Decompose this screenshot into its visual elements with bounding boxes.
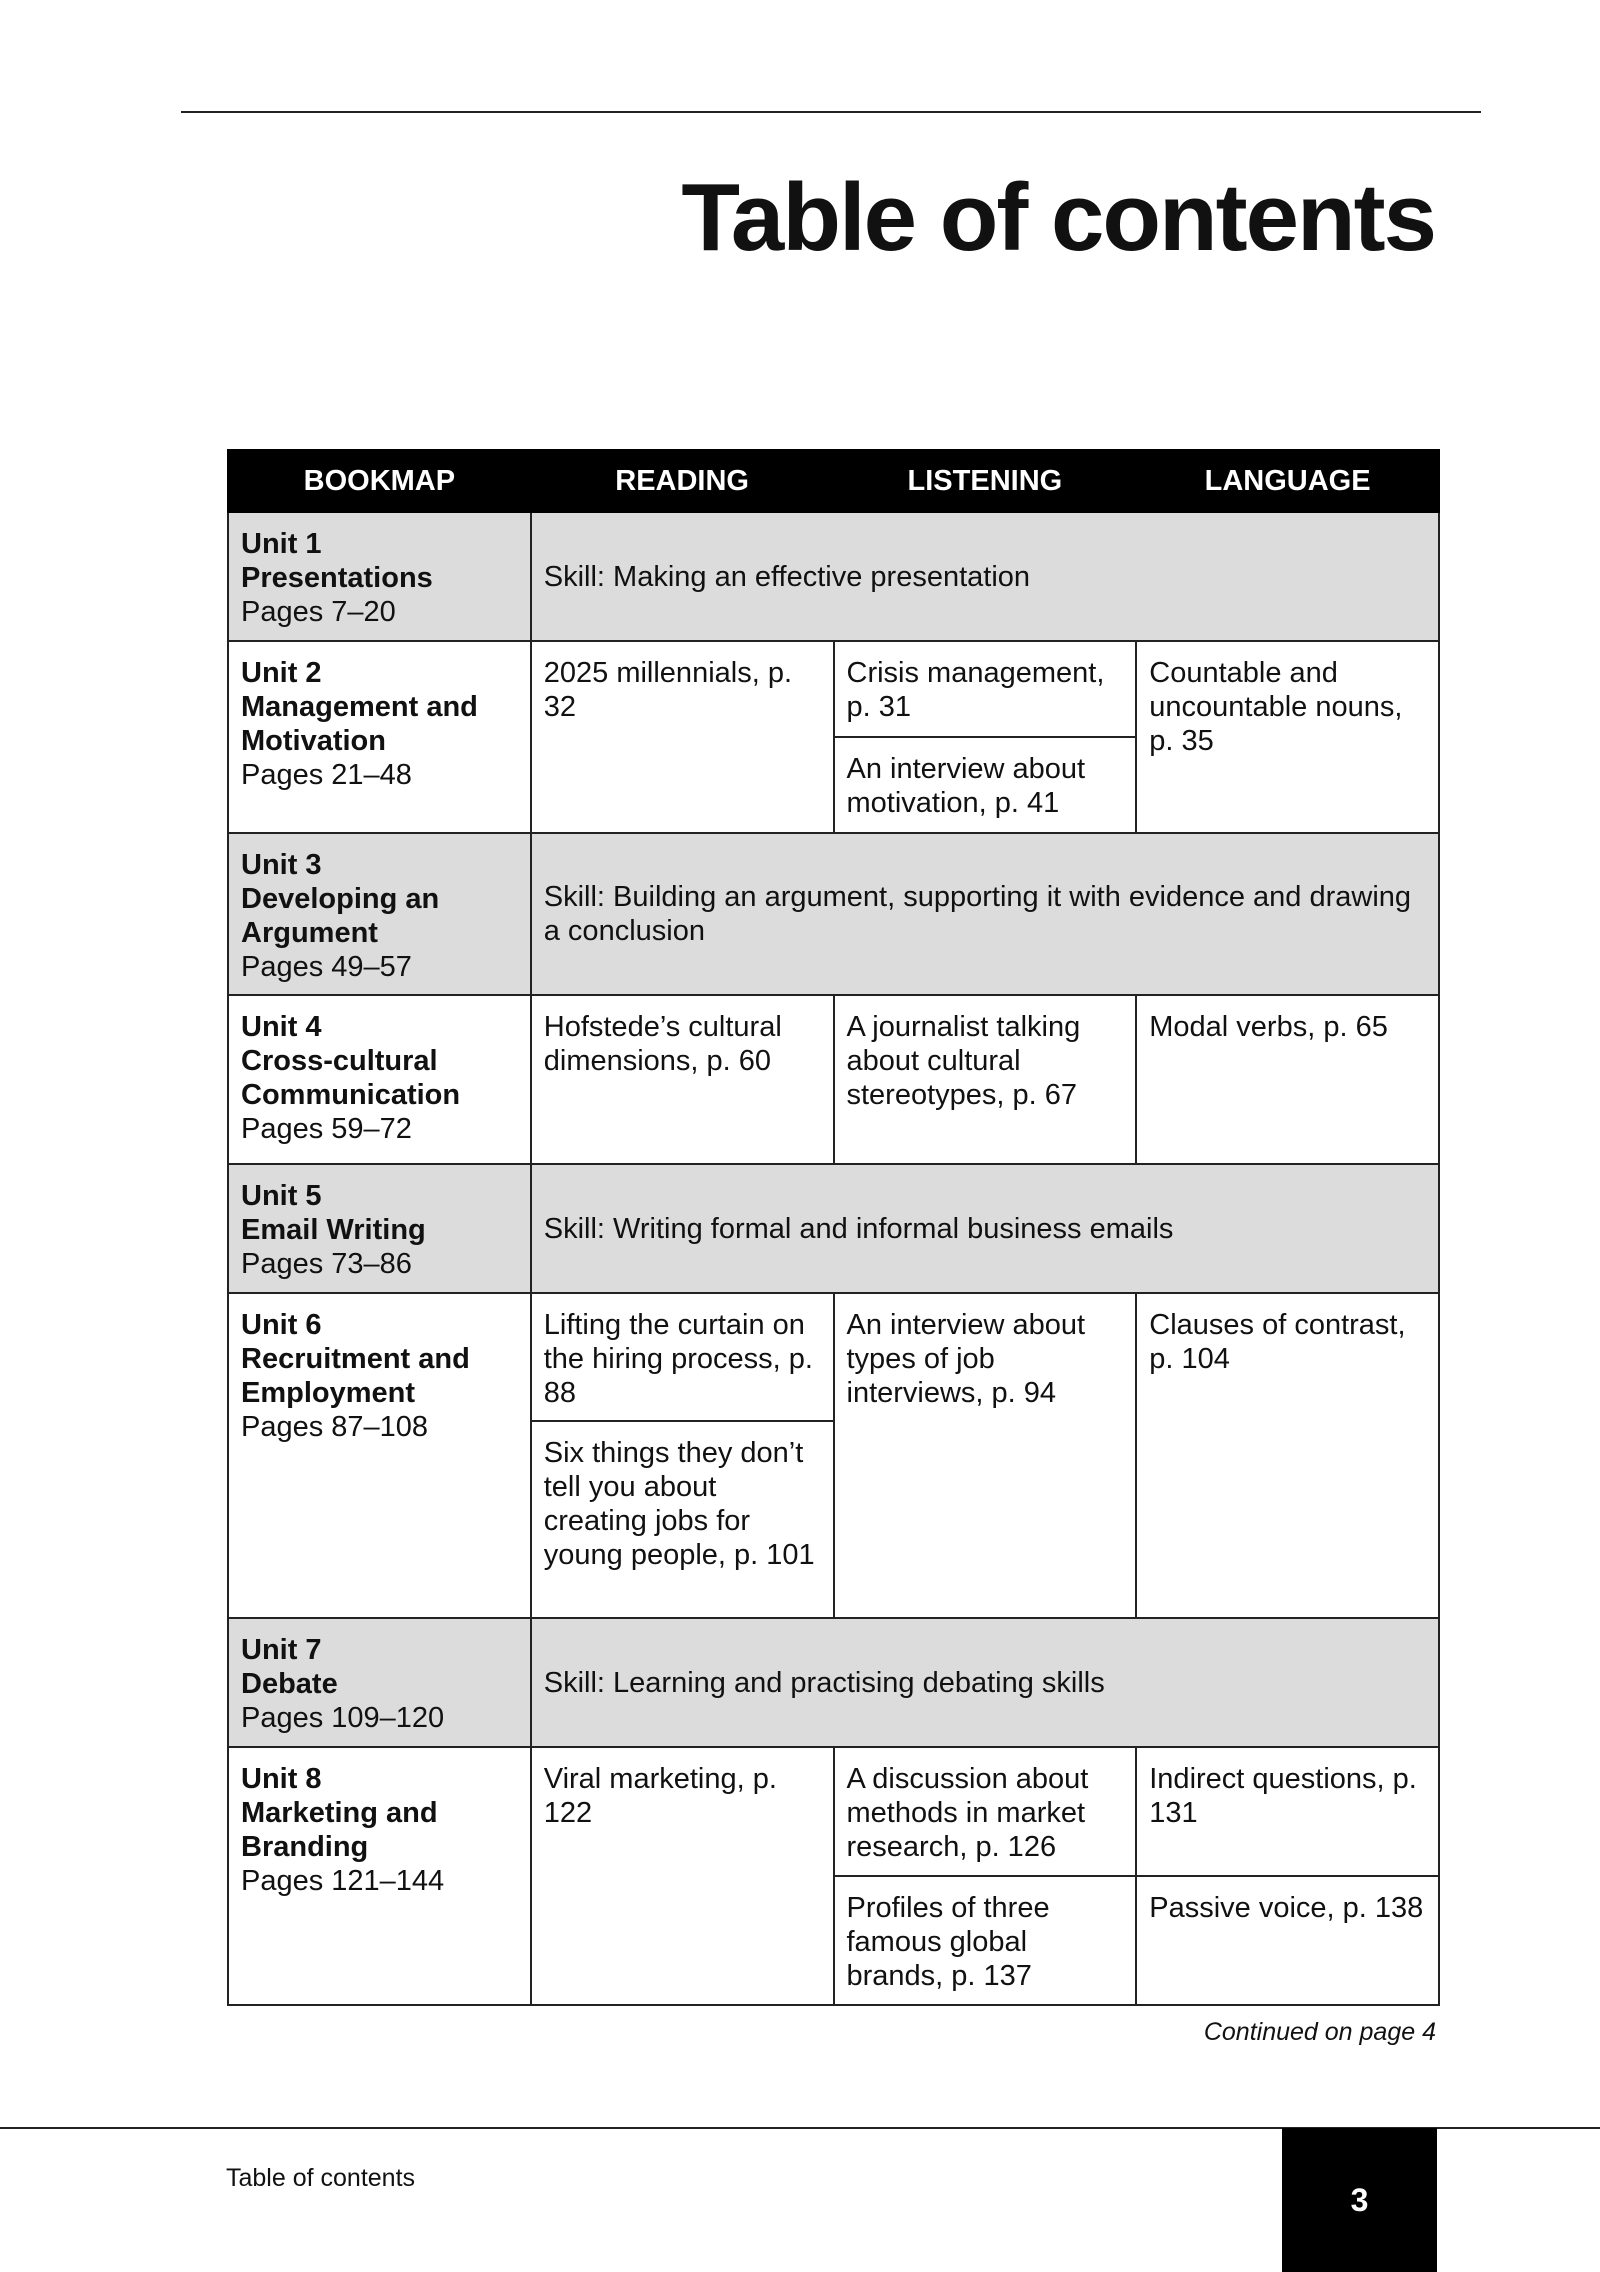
unit-title: Cross-cultural Communication (241, 1045, 461, 1111)
footer-label: Table of contents (226, 2164, 416, 2192)
listening-cell: An interview about types of job interviews, p. 94 (834, 1293, 1137, 1618)
unit-title: Debate (241, 1668, 338, 1700)
continued-note: Continued on page 4 (1203, 2018, 1436, 2046)
reading-cell: Lifting the curtain on the hiring process, p. 88 (531, 1293, 834, 1421)
unit-number: Unit 2 (241, 657, 322, 689)
unit-number: Unit 5 (241, 1180, 322, 1212)
language-cell: Passive voice, p. 138 (1136, 1876, 1439, 2005)
listening-cell: A discussion about methods in market research, p. 126 (834, 1747, 1137, 1876)
unit-pages: Pages 73–86 (241, 1248, 412, 1280)
unit-title: Developing an Argument (241, 883, 440, 949)
page-number-box (1282, 2128, 1437, 2272)
unit-row (228, 1747, 1439, 1876)
unit-number: Unit 7 (241, 1634, 322, 1666)
unit-row (228, 1293, 1439, 1421)
unit-pages: Pages 21–48 (241, 759, 412, 791)
listening-cell: Profiles of three famous global brands, p. 137 (834, 1876, 1137, 2005)
unit-row (228, 833, 1439, 995)
header-language: LANGUAGE (1136, 450, 1439, 512)
reading-cell: Hofstede’s cultural dimensions, p. 60 (531, 995, 834, 1164)
unit-title: Marketing and Branding (241, 1797, 438, 1863)
unit-number: Unit 6 (241, 1309, 322, 1341)
skill-cell: Skill: Building an argument, supporting it with evidence and drawing a conclusion (531, 833, 1439, 995)
header-reading: READING (531, 450, 834, 512)
unit-pages: Pages 59–72 (241, 1113, 412, 1145)
unit-cell (228, 833, 531, 995)
unit-cell (228, 1618, 531, 1747)
unit-row (228, 1164, 1439, 1293)
unit-cell (228, 995, 531, 1164)
listening-cell: An interview about motivation, p. 41 (834, 737, 1137, 833)
unit-number: Unit 8 (241, 1763, 322, 1795)
header-row (228, 450, 1439, 512)
page-title: Table of contents (681, 164, 1435, 271)
unit-pages: Pages 7–20 (241, 596, 396, 628)
unit-pages: Pages 109–120 (241, 1702, 445, 1734)
unit-title: Recruitment and Employment (241, 1343, 470, 1409)
unit-number: Unit 1 (241, 528, 322, 560)
unit-title: Management and Motivation (241, 691, 478, 757)
skill-cell: Skill: Learning and practising debating skills (531, 1618, 1439, 1747)
unit-number: Unit 3 (241, 849, 322, 881)
reading-cell: Viral marketing, p. 122 (531, 1747, 834, 2005)
language-cell: Modal verbs, p. 65 (1136, 995, 1439, 1164)
unit-cell (228, 1293, 531, 1618)
language-cell: Indirect questions, p. 131 (1136, 1747, 1439, 1876)
unit-row (228, 995, 1439, 1164)
contents-table (227, 449, 1440, 2006)
page-number: 3 (1350, 2181, 1369, 2218)
unit-number: Unit 4 (241, 1011, 322, 1043)
skill-cell: Skill: Making an effective presentation (531, 512, 1439, 641)
unit-title: Email Writing (241, 1214, 426, 1246)
language-cell: Countable and uncountable nouns, p. 35 (1136, 641, 1439, 833)
unit-cell (228, 512, 531, 641)
skill-cell: Skill: Writing formal and informal business emails (531, 1164, 1439, 1293)
unit-cell (228, 1164, 531, 1293)
header-listening: LISTENING (834, 450, 1137, 512)
unit-title: Presentations (241, 562, 433, 594)
reading-cell: 2025 millennials, p. 32 (531, 641, 834, 833)
language-cell: Clauses of contrast, p. 104 (1136, 1293, 1439, 1618)
unit-pages: Pages 49–57 (241, 951, 412, 983)
header-bookmap: BOOKMAP (228, 450, 531, 512)
unit-row (228, 512, 1439, 641)
unit-row (228, 1618, 1439, 1747)
unit-cell (228, 1747, 531, 2005)
listening-cell: A journalist talking about cultural stereotypes, p. 67 (834, 995, 1137, 1164)
listening-cell: Crisis management, p. 31 (834, 641, 1137, 737)
unit-pages: Pages 87–108 (241, 1411, 429, 1443)
reading-cell: Six things they don’t tell you about creating jobs for young people, p. 101 (531, 1421, 834, 1618)
unit-cell (228, 641, 531, 833)
top-rule (181, 111, 1481, 113)
unit-row (228, 641, 1439, 737)
unit-pages: Pages 121–144 (241, 1865, 445, 1897)
